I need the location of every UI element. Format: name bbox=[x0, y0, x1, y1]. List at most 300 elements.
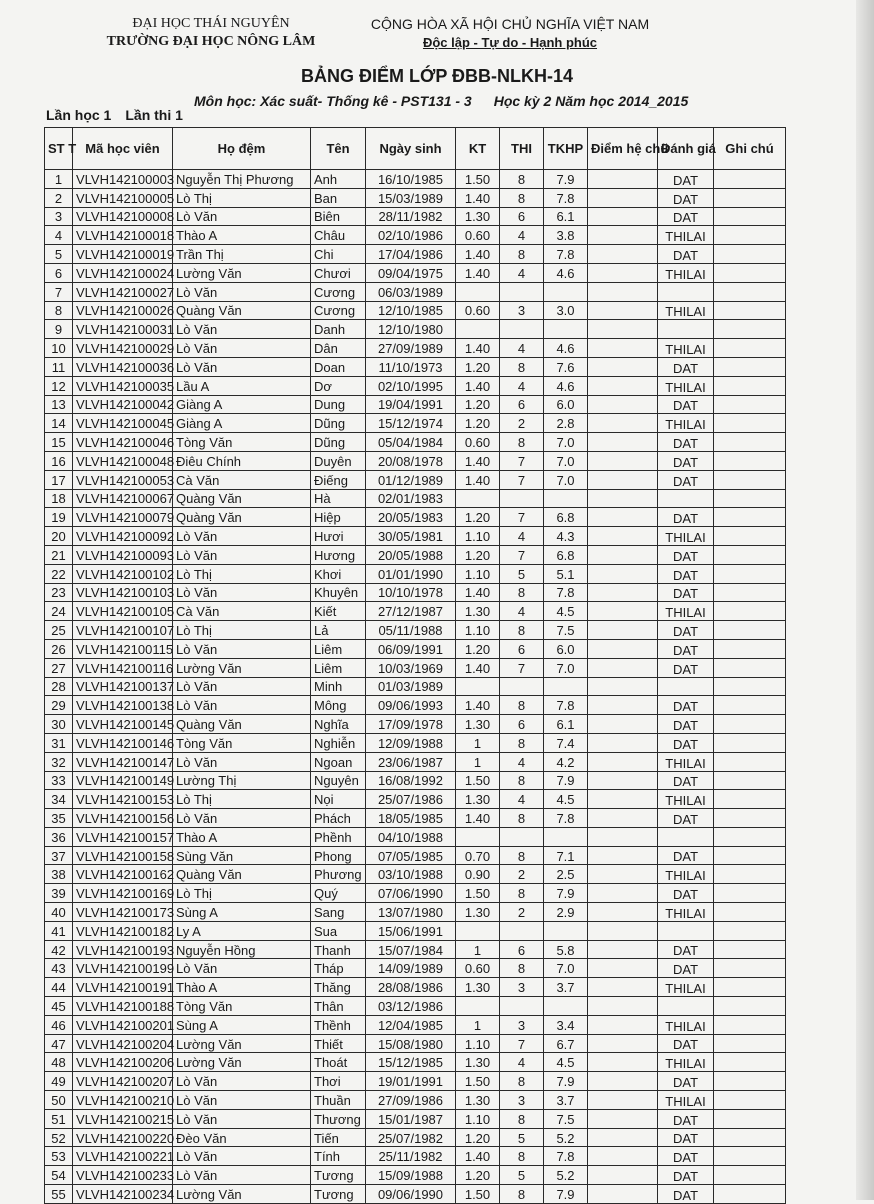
evaluation-cell: DAT bbox=[658, 733, 714, 752]
kt-score-cell: 1.40 bbox=[456, 376, 500, 395]
exam-score-cell bbox=[500, 282, 544, 301]
table-row bbox=[45, 564, 786, 583]
kt-score-cell: 1.10 bbox=[456, 621, 500, 640]
student-id-cell: VLVH142100092 bbox=[73, 527, 173, 546]
final-score-cell bbox=[544, 677, 588, 696]
evaluation-cell: THILAI bbox=[658, 978, 714, 997]
row-number-cell: 35 bbox=[45, 809, 73, 828]
evaluation-cell: DAT bbox=[658, 658, 714, 677]
note-cell bbox=[714, 658, 786, 677]
row-number-cell: 25 bbox=[45, 621, 73, 640]
col-header-letter-grade: Điểm hệ chữ bbox=[588, 128, 658, 170]
evaluation-cell: DAT bbox=[658, 959, 714, 978]
school-name: TRƯỜNG ĐẠI HỌC NÔNG LÂM bbox=[106, 34, 316, 49]
exam-score-cell: 4 bbox=[500, 339, 544, 358]
row-number-cell: 41 bbox=[45, 921, 73, 940]
date-of-birth-cell: 15/12/1974 bbox=[366, 414, 456, 433]
final-score-cell: 7.9 bbox=[544, 771, 588, 790]
surname-cell: Nguyễn Thị Phương bbox=[173, 170, 311, 189]
student-id-cell: VLVH142100042 bbox=[73, 395, 173, 414]
date-of-birth-cell: 01/03/1989 bbox=[366, 677, 456, 696]
student-id-cell: VLVH142100027 bbox=[73, 282, 173, 301]
evaluation-cell: DAT bbox=[658, 940, 714, 959]
given-name-cell: Doan bbox=[311, 357, 366, 376]
surname-cell: Lò Văn bbox=[173, 1109, 311, 1128]
row-number-cell: 44 bbox=[45, 978, 73, 997]
date-of-birth-cell: 09/06/1993 bbox=[366, 696, 456, 715]
letter-grade-cell bbox=[588, 545, 658, 564]
note-cell bbox=[714, 414, 786, 433]
exam-score-cell bbox=[500, 827, 544, 846]
student-id-cell: VLVH142100188 bbox=[73, 997, 173, 1016]
note-cell bbox=[714, 395, 786, 414]
table-row bbox=[45, 1147, 786, 1166]
surname-cell: Nguyễn Hồng bbox=[173, 940, 311, 959]
note-cell bbox=[714, 827, 786, 846]
date-of-birth-cell: 25/07/1986 bbox=[366, 790, 456, 809]
exam-score-cell: 8 bbox=[500, 1072, 544, 1091]
given-name-cell: Thềnh bbox=[311, 1015, 366, 1034]
final-score-cell: 7.0 bbox=[544, 959, 588, 978]
note-cell bbox=[714, 245, 786, 264]
evaluation-cell: THILAI bbox=[658, 790, 714, 809]
note-cell bbox=[714, 1072, 786, 1091]
table-row bbox=[45, 301, 786, 320]
surname-cell: Lò Văn bbox=[173, 339, 311, 358]
given-name-cell: Chi bbox=[311, 245, 366, 264]
final-score-cell: 6.1 bbox=[544, 715, 588, 734]
evaluation-cell: DAT bbox=[658, 1147, 714, 1166]
kt-score-cell: 1 bbox=[456, 1015, 500, 1034]
table-row bbox=[45, 1109, 786, 1128]
surname-cell: Lò Thị bbox=[173, 188, 311, 207]
letter-grade-cell bbox=[588, 1034, 658, 1053]
evaluation-cell: DAT bbox=[658, 639, 714, 658]
date-of-birth-cell: 02/01/1983 bbox=[366, 489, 456, 508]
date-of-birth-cell: 06/09/1991 bbox=[366, 639, 456, 658]
table-row bbox=[45, 903, 786, 922]
exam-attempt: Lần thi 1 bbox=[125, 107, 183, 123]
exam-score-cell: 6 bbox=[500, 395, 544, 414]
kt-score-cell: 1.40 bbox=[456, 696, 500, 715]
final-score-cell: 7.4 bbox=[544, 733, 588, 752]
exam-score-cell: 2 bbox=[500, 865, 544, 884]
note-cell bbox=[714, 809, 786, 828]
document-title: BẢNG ĐIỂM LỚP ĐBB-NLKH-14 bbox=[300, 66, 574, 86]
surname-cell: Thào A bbox=[173, 827, 311, 846]
row-number-cell: 36 bbox=[45, 827, 73, 846]
table-row bbox=[45, 1053, 786, 1072]
date-of-birth-cell: 20/08/1978 bbox=[366, 451, 456, 470]
surname-cell: Lò Văn bbox=[173, 677, 311, 696]
final-score-cell bbox=[544, 827, 588, 846]
given-name-cell: Dơ bbox=[311, 376, 366, 395]
letter-grade-cell bbox=[588, 846, 658, 865]
final-score-cell: 7.0 bbox=[544, 433, 588, 452]
given-name-cell: Thơi bbox=[311, 1072, 366, 1091]
table-row bbox=[45, 207, 786, 226]
given-name-cell: Hiệp bbox=[311, 508, 366, 527]
given-name-cell: Thanh bbox=[311, 940, 366, 959]
exam-score-cell: 4 bbox=[500, 602, 544, 621]
date-of-birth-cell: 19/01/1991 bbox=[366, 1072, 456, 1091]
surname-cell: Lò Văn bbox=[173, 357, 311, 376]
evaluation-cell: DAT bbox=[658, 451, 714, 470]
kt-score-cell: 0.70 bbox=[456, 846, 500, 865]
note-cell bbox=[714, 339, 786, 358]
exam-score-cell: 5 bbox=[500, 1166, 544, 1185]
surname-cell: Ly A bbox=[173, 921, 311, 940]
table-row bbox=[45, 395, 786, 414]
table-row bbox=[45, 527, 786, 546]
note-cell bbox=[714, 1166, 786, 1185]
row-number-cell: 18 bbox=[45, 489, 73, 508]
date-of-birth-cell: 02/10/1995 bbox=[366, 376, 456, 395]
given-name-cell: Lả bbox=[311, 621, 366, 640]
table-row bbox=[45, 639, 786, 658]
exam-score-cell: 8 bbox=[500, 959, 544, 978]
date-of-birth-cell: 06/03/1989 bbox=[366, 282, 456, 301]
surname-cell: Lò Văn bbox=[173, 639, 311, 658]
student-id-cell: VLVH142100031 bbox=[73, 320, 173, 339]
final-score-cell: 7.9 bbox=[544, 1072, 588, 1091]
university-name: ĐẠI HỌC THÁI NGUYÊN bbox=[132, 16, 290, 31]
note-cell bbox=[714, 564, 786, 583]
surname-cell: Cà Văn bbox=[173, 470, 311, 489]
date-of-birth-cell: 17/04/1986 bbox=[366, 245, 456, 264]
date-of-birth-cell: 27/09/1986 bbox=[366, 1091, 456, 1110]
given-name-cell: Chươi bbox=[311, 263, 366, 282]
note-cell bbox=[714, 188, 786, 207]
kt-score-cell: 1.40 bbox=[456, 188, 500, 207]
note-cell bbox=[714, 1034, 786, 1053]
surname-cell: Lò Văn bbox=[173, 1091, 311, 1110]
evaluation-cell: THILAI bbox=[658, 414, 714, 433]
letter-grade-cell bbox=[588, 1091, 658, 1110]
student-id-cell: VLVH142100149 bbox=[73, 771, 173, 790]
evaluation-cell: THILAI bbox=[658, 527, 714, 546]
date-of-birth-cell: 28/08/1986 bbox=[366, 978, 456, 997]
row-number-cell: 16 bbox=[45, 451, 73, 470]
given-name-cell: Hương bbox=[311, 545, 366, 564]
given-name-cell: Tương bbox=[311, 1185, 366, 1204]
exam-score-cell: 7 bbox=[500, 508, 544, 527]
kt-score-cell: 1.40 bbox=[456, 263, 500, 282]
evaluation-cell bbox=[658, 827, 714, 846]
evaluation-cell: THILAI bbox=[658, 339, 714, 358]
student-id-cell: VLVH142100008 bbox=[73, 207, 173, 226]
exam-score-cell: 7 bbox=[500, 545, 544, 564]
note-cell bbox=[714, 282, 786, 301]
final-score-cell: 7.9 bbox=[544, 170, 588, 189]
letter-grade-cell bbox=[588, 470, 658, 489]
given-name-cell: Điếng bbox=[311, 470, 366, 489]
republic-name: CỘNG HÒA XÃ HỘI CHỦ NGHĨA VIỆT NAM bbox=[370, 16, 650, 32]
student-id-cell: VLVH142100024 bbox=[73, 263, 173, 282]
kt-score-cell: 0.60 bbox=[456, 226, 500, 245]
note-cell bbox=[714, 207, 786, 226]
note-cell bbox=[714, 959, 786, 978]
note-cell bbox=[714, 1109, 786, 1128]
letter-grade-cell bbox=[588, 583, 658, 602]
final-score-cell: 5.2 bbox=[544, 1128, 588, 1147]
row-number-cell: 50 bbox=[45, 1091, 73, 1110]
student-id-cell: VLVH142100191 bbox=[73, 978, 173, 997]
evaluation-cell: DAT bbox=[658, 395, 714, 414]
table-row bbox=[45, 357, 786, 376]
table-row bbox=[45, 451, 786, 470]
student-id-cell: VLVH142100193 bbox=[73, 940, 173, 959]
evaluation-cell bbox=[658, 489, 714, 508]
col-header-dob: Ngày sinh bbox=[366, 128, 456, 170]
date-of-birth-cell: 13/07/1980 bbox=[366, 903, 456, 922]
table-row bbox=[45, 433, 786, 452]
note-cell bbox=[714, 263, 786, 282]
letter-grade-cell bbox=[588, 865, 658, 884]
letter-grade-cell bbox=[588, 245, 658, 264]
kt-score-cell: 0.60 bbox=[456, 301, 500, 320]
note-cell bbox=[714, 696, 786, 715]
letter-grade-cell bbox=[588, 1072, 658, 1091]
given-name-cell: Nguyên bbox=[311, 771, 366, 790]
given-name-cell: Tiến bbox=[311, 1128, 366, 1147]
given-name-cell: Sang bbox=[311, 903, 366, 922]
kt-score-cell: 1.10 bbox=[456, 1034, 500, 1053]
surname-cell: Điêu Chính bbox=[173, 451, 311, 470]
date-of-birth-cell: 25/07/1982 bbox=[366, 1128, 456, 1147]
date-of-birth-cell: 09/04/1975 bbox=[366, 263, 456, 282]
exam-score-cell: 8 bbox=[500, 1147, 544, 1166]
row-number-cell: 51 bbox=[45, 1109, 73, 1128]
table-row bbox=[45, 1091, 786, 1110]
evaluation-cell: DAT bbox=[658, 715, 714, 734]
date-of-birth-cell: 01/12/1989 bbox=[366, 470, 456, 489]
exam-score-cell: 3 bbox=[500, 301, 544, 320]
final-score-cell: 3.4 bbox=[544, 1015, 588, 1034]
final-score-cell bbox=[544, 489, 588, 508]
letter-grade-cell bbox=[588, 940, 658, 959]
surname-cell: Lường Văn bbox=[173, 263, 311, 282]
note-cell bbox=[714, 733, 786, 752]
surname-cell: Lò Thị bbox=[173, 884, 311, 903]
date-of-birth-cell: 25/11/1982 bbox=[366, 1147, 456, 1166]
kt-score-cell: 1.20 bbox=[456, 414, 500, 433]
exam-score-cell: 3 bbox=[500, 1015, 544, 1034]
row-number-cell: 40 bbox=[45, 903, 73, 922]
given-name-cell: Phách bbox=[311, 809, 366, 828]
final-score-cell: 4.3 bbox=[544, 527, 588, 546]
final-score-cell: 7.8 bbox=[544, 583, 588, 602]
given-name-cell: Nghiễn bbox=[311, 733, 366, 752]
date-of-birth-cell: 12/10/1980 bbox=[366, 320, 456, 339]
table-row bbox=[45, 470, 786, 489]
date-of-birth-cell: 17/09/1978 bbox=[366, 715, 456, 734]
final-score-cell: 7.9 bbox=[544, 884, 588, 903]
date-of-birth-cell: 30/05/1981 bbox=[366, 527, 456, 546]
col-header-thi: THI bbox=[500, 128, 544, 170]
final-score-cell: 2.8 bbox=[544, 414, 588, 433]
final-score-cell: 7.0 bbox=[544, 451, 588, 470]
row-number-cell: 24 bbox=[45, 602, 73, 621]
date-of-birth-cell: 28/11/1982 bbox=[366, 207, 456, 226]
kt-score-cell: 1.40 bbox=[456, 1147, 500, 1166]
exam-score-cell: 8 bbox=[500, 433, 544, 452]
student-id-cell: VLVH142100053 bbox=[73, 470, 173, 489]
note-cell bbox=[714, 1185, 786, 1204]
surname-cell: Lò Thị bbox=[173, 621, 311, 640]
kt-score-cell: 1.40 bbox=[456, 583, 500, 602]
letter-grade-cell bbox=[588, 1185, 658, 1204]
row-number-cell: 55 bbox=[45, 1185, 73, 1204]
col-header-surname: Họ đệm bbox=[173, 128, 311, 170]
final-score-cell: 3.8 bbox=[544, 226, 588, 245]
kt-score-cell: 1.20 bbox=[456, 508, 500, 527]
evaluation-cell: DAT bbox=[658, 470, 714, 489]
kt-score-cell: 1.30 bbox=[456, 1091, 500, 1110]
table-row bbox=[45, 621, 786, 640]
surname-cell: Lò Văn bbox=[173, 1147, 311, 1166]
surname-cell: Lường Văn bbox=[173, 1185, 311, 1204]
letter-grade-cell bbox=[588, 959, 658, 978]
letter-grade-cell bbox=[588, 357, 658, 376]
date-of-birth-cell: 05/11/1988 bbox=[366, 621, 456, 640]
note-cell bbox=[714, 301, 786, 320]
letter-grade-cell bbox=[588, 921, 658, 940]
surname-cell: Sùng A bbox=[173, 903, 311, 922]
letter-grade-cell bbox=[588, 715, 658, 734]
exam-score-cell: 2 bbox=[500, 414, 544, 433]
kt-score-cell: 0.60 bbox=[456, 433, 500, 452]
surname-cell: Lò Văn bbox=[173, 545, 311, 564]
student-id-cell: VLVH142100005 bbox=[73, 188, 173, 207]
row-number-cell: 2 bbox=[45, 188, 73, 207]
exam-score-cell: 6 bbox=[500, 639, 544, 658]
given-name-cell: Liêm bbox=[311, 658, 366, 677]
table-row bbox=[45, 677, 786, 696]
letter-grade-cell bbox=[588, 433, 658, 452]
letter-grade-cell bbox=[588, 1166, 658, 1185]
date-of-birth-cell: 15/08/1980 bbox=[366, 1034, 456, 1053]
surname-cell: Lò Văn bbox=[173, 207, 311, 226]
row-number-cell: 20 bbox=[45, 527, 73, 546]
evaluation-cell: DAT bbox=[658, 170, 714, 189]
kt-score-cell: 1.30 bbox=[456, 1053, 500, 1072]
evaluation-cell: DAT bbox=[658, 564, 714, 583]
given-name-cell: Tính bbox=[311, 1147, 366, 1166]
surname-cell: Lò Văn bbox=[173, 752, 311, 771]
note-cell bbox=[714, 1128, 786, 1147]
surname-cell: Giàng A bbox=[173, 414, 311, 433]
exam-score-cell: 3 bbox=[500, 978, 544, 997]
surname-cell: Lường Văn bbox=[173, 658, 311, 677]
final-score-cell: 7.8 bbox=[544, 245, 588, 264]
table-row bbox=[45, 583, 786, 602]
given-name-cell: Dân bbox=[311, 339, 366, 358]
note-cell bbox=[714, 451, 786, 470]
exam-score-cell: 7 bbox=[500, 451, 544, 470]
course-info bbox=[194, 93, 688, 109]
evaluation-cell: THILAI bbox=[658, 376, 714, 395]
surname-cell: Lò Thị bbox=[173, 564, 311, 583]
kt-score-cell: 1.40 bbox=[456, 451, 500, 470]
date-of-birth-cell: 02/10/1986 bbox=[366, 226, 456, 245]
table-row bbox=[45, 771, 786, 790]
kt-score-cell: 1.10 bbox=[456, 564, 500, 583]
surname-cell: Tòng Văn bbox=[173, 997, 311, 1016]
kt-score-cell: 1.20 bbox=[456, 395, 500, 414]
table-header-row bbox=[45, 128, 786, 170]
date-of-birth-cell: 15/09/1988 bbox=[366, 1166, 456, 1185]
row-number-cell: 13 bbox=[45, 395, 73, 414]
note-cell bbox=[714, 865, 786, 884]
kt-score-cell: 1 bbox=[456, 733, 500, 752]
row-number-cell: 19 bbox=[45, 508, 73, 527]
exam-score-cell bbox=[500, 489, 544, 508]
student-id-cell: VLVH142100207 bbox=[73, 1072, 173, 1091]
note-cell bbox=[714, 226, 786, 245]
letter-grade-cell bbox=[588, 602, 658, 621]
letter-grade-cell bbox=[588, 997, 658, 1016]
exam-score-cell: 4 bbox=[500, 527, 544, 546]
student-id-cell: VLVH142100215 bbox=[73, 1109, 173, 1128]
given-name-cell: Mông bbox=[311, 696, 366, 715]
kt-score-cell: 1.30 bbox=[456, 602, 500, 621]
student-id-cell: VLVH142100026 bbox=[73, 301, 173, 320]
table-row bbox=[45, 997, 786, 1016]
letter-grade-cell bbox=[588, 395, 658, 414]
final-score-cell: 2.5 bbox=[544, 865, 588, 884]
date-of-birth-cell: 11/10/1973 bbox=[366, 357, 456, 376]
given-name-cell: Thoát bbox=[311, 1053, 366, 1072]
date-of-birth-cell: 12/04/1985 bbox=[366, 1015, 456, 1034]
exam-score-cell: 6 bbox=[500, 940, 544, 959]
row-number-cell: 17 bbox=[45, 470, 73, 489]
letter-grade-cell bbox=[588, 978, 658, 997]
date-of-birth-cell: 05/04/1984 bbox=[366, 433, 456, 452]
col-header-note: Ghi chú bbox=[714, 128, 786, 170]
note-cell bbox=[714, 1147, 786, 1166]
evaluation-cell: DAT bbox=[658, 771, 714, 790]
kt-score-cell: 1.40 bbox=[456, 470, 500, 489]
letter-grade-cell bbox=[588, 903, 658, 922]
surname-cell: Lò Văn bbox=[173, 959, 311, 978]
student-id-cell: VLVH142100102 bbox=[73, 564, 173, 583]
row-number-cell: 21 bbox=[45, 545, 73, 564]
given-name-cell: Thiết bbox=[311, 1034, 366, 1053]
date-of-birth-cell: 01/01/1990 bbox=[366, 564, 456, 583]
date-of-birth-cell: 19/04/1991 bbox=[366, 395, 456, 414]
student-id-cell: VLVH142100210 bbox=[73, 1091, 173, 1110]
kt-score-cell: 1 bbox=[456, 752, 500, 771]
evaluation-cell: DAT bbox=[658, 884, 714, 903]
table-row bbox=[45, 245, 786, 264]
student-id-cell: VLVH142100137 bbox=[73, 677, 173, 696]
course-name: Môn học: Xác suất- Thống kê - PST131 - 3 bbox=[194, 93, 472, 109]
note-cell bbox=[714, 508, 786, 527]
letter-grade-cell bbox=[588, 339, 658, 358]
final-score-cell bbox=[544, 997, 588, 1016]
table-row bbox=[45, 733, 786, 752]
row-number-cell: 46 bbox=[45, 1015, 73, 1034]
note-cell bbox=[714, 677, 786, 696]
student-id-cell: VLVH142100221 bbox=[73, 1147, 173, 1166]
exam-score-cell: 5 bbox=[500, 1128, 544, 1147]
letter-grade-cell bbox=[588, 827, 658, 846]
final-score-cell: 6.8 bbox=[544, 545, 588, 564]
table-row bbox=[45, 1166, 786, 1185]
note-cell bbox=[714, 376, 786, 395]
exam-score-cell: 8 bbox=[500, 170, 544, 189]
